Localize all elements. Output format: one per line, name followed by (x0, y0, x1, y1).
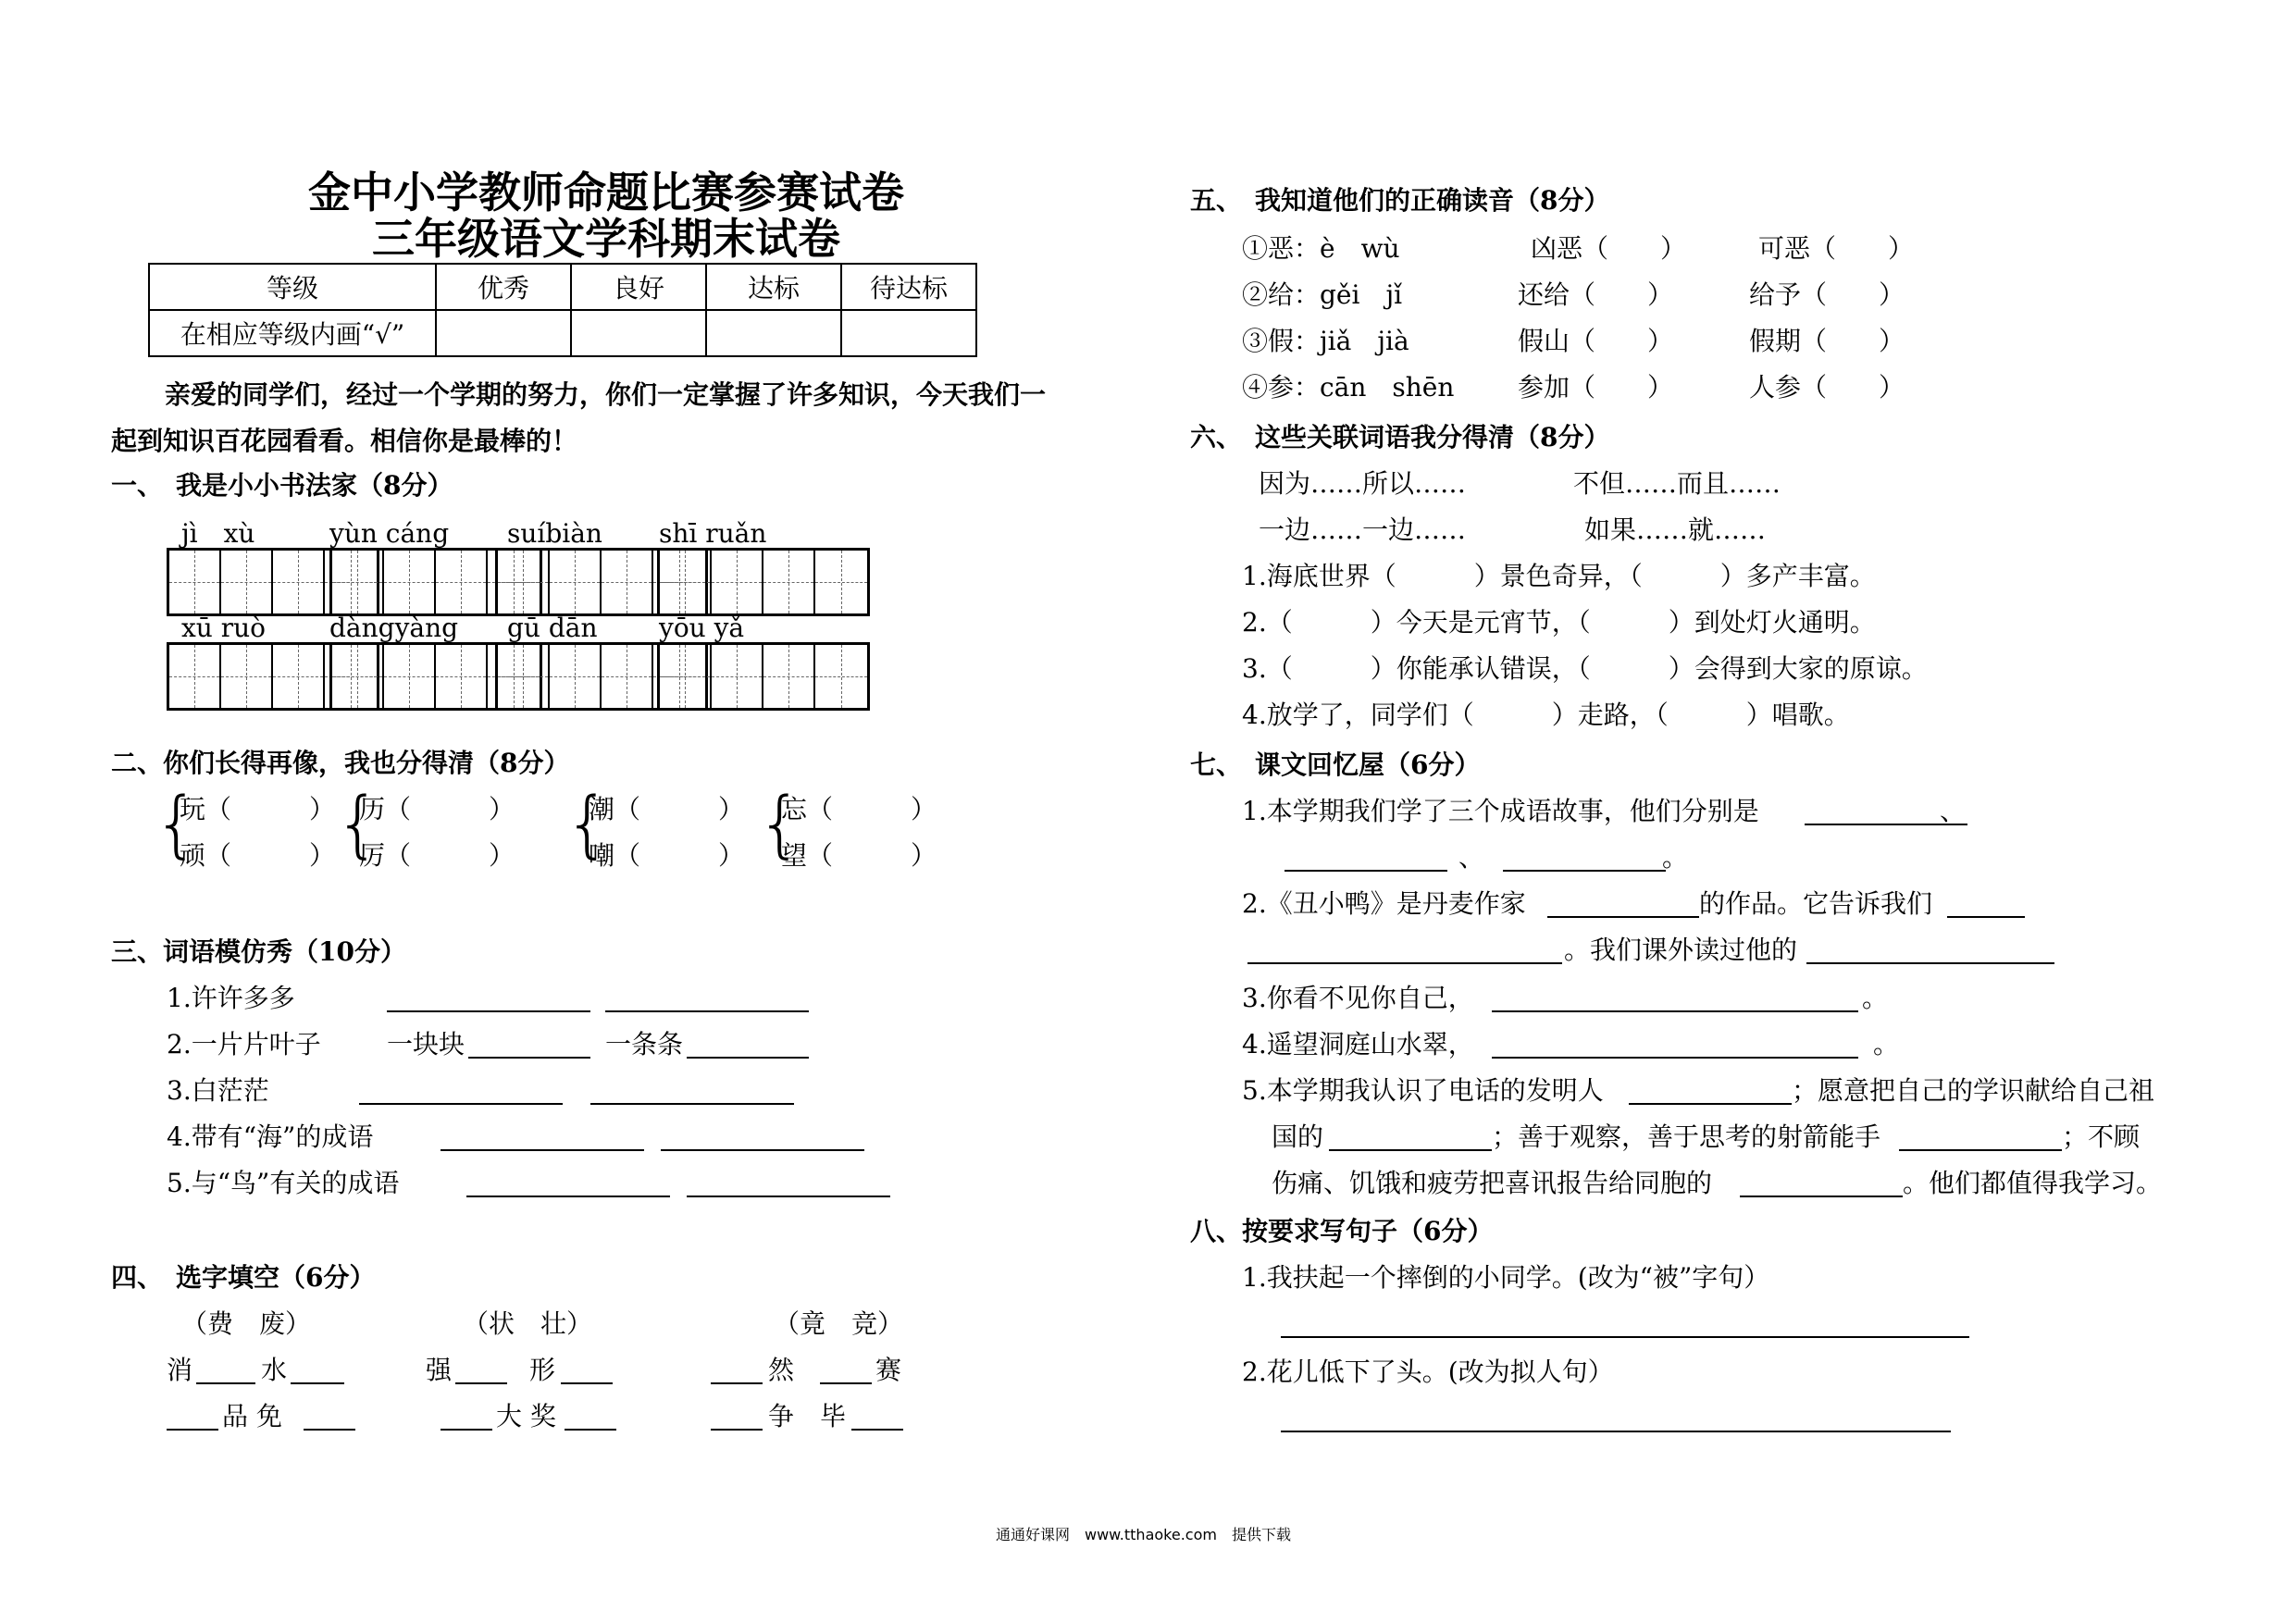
fill-char: 水 (261, 1355, 288, 1385)
s7-q5-text: 国的 (1272, 1121, 1324, 1152)
s3-item-prefix: 一块块 (387, 1029, 465, 1059)
separator: 。 (1873, 1029, 1900, 1059)
answer-blank[interactable] (1899, 1121, 2062, 1151)
grade-cell: 待达标 (841, 264, 976, 310)
conjunction-word: 因为……所以…… (1259, 468, 1467, 499)
grade-cell-label: 在相应等级内画“√” (149, 310, 436, 356)
answer-blank[interactable] (441, 1121, 644, 1151)
exam-title-2: 三年级语文学科期末试卷 (372, 214, 840, 264)
answer-blank[interactable] (1547, 888, 1699, 918)
answer-blank[interactable] (851, 1401, 903, 1431)
answer-blank[interactable] (1740, 1168, 1903, 1197)
section-6-title: 六、 这些关联词语我分得清（8分） (1190, 422, 1610, 452)
s8-q2: 2.花儿低下了头。(改为拟人句） (1242, 1357, 1614, 1387)
conjunction-word: 如果……就…… (1584, 514, 1767, 545)
s7-q5-text: ；不顾 (2062, 1121, 2141, 1152)
char-pair-item: 玩（ ） (180, 794, 336, 824)
pinyin-option: ①恶：è wù (1242, 233, 1400, 264)
fill-char: 赛 (875, 1355, 902, 1385)
s7-q1: 1.本学期我们学了三个成语故事，他们分别是 (1242, 796, 1759, 826)
char-pair-item: 忘（ ） (781, 794, 937, 824)
reading-item: 参加（ ） (1518, 372, 1674, 403)
fill-char: 品 免 (222, 1401, 282, 1431)
separator: 、 (1940, 796, 1967, 826)
conjunction-word: 一边……一边…… (1259, 514, 1467, 545)
answer-blank[interactable] (820, 1355, 872, 1384)
s3-item: 5.与“鸟”有关的成语 (167, 1168, 400, 1198)
s3-item-prefix: 一条条 (605, 1029, 684, 1059)
footer-credit: 通通好课网 www.tthaoke.com 提供下载 (996, 1526, 1291, 1543)
answer-blank[interactable] (441, 1401, 492, 1431)
section-4-title: 四、 选字填空（6分） (111, 1262, 376, 1293)
pinyin-option: ③假：jiǎ jià (1242, 326, 1409, 356)
grade-mark-cell[interactable] (571, 310, 706, 356)
brace-icon: { (335, 783, 381, 866)
answer-line[interactable] (1281, 1403, 1951, 1432)
answer-blank[interactable] (1503, 842, 1666, 872)
fill-char: 形 (529, 1355, 556, 1385)
grade-cell: 优秀 (436, 264, 571, 310)
brace-icon: { (154, 783, 200, 866)
brace-icon: { (757, 783, 803, 866)
answer-blank[interactable] (304, 1401, 355, 1431)
pinyin: gū dān (507, 613, 598, 643)
s6-item: 1.海底世界（ ）景色奇异，（ ）多产丰富。 (1242, 561, 1876, 591)
pinyin: yùn cáng (329, 518, 450, 549)
fill-char: 大 奖 (496, 1401, 556, 1431)
section-5-title: 五、 我知道他们的正确读音（8分） (1190, 185, 1610, 216)
answer-blank[interactable] (661, 1121, 864, 1151)
answer-line[interactable] (1281, 1308, 1969, 1338)
answer-blank[interactable] (1947, 888, 2025, 918)
grade-table (148, 263, 977, 357)
char-pair-item: 嘲（ ） (589, 840, 745, 871)
s7-q5-text: ；愿意把自己的学识献给自己祖 (1792, 1075, 2155, 1106)
grade-table-mark-row (149, 310, 976, 356)
grade-cell: 达标 (706, 264, 841, 310)
separator: 。 (1662, 842, 1689, 873)
answer-blank[interactable] (711, 1355, 763, 1384)
s7-q2-text: 的作品。它告诉我们 (1699, 888, 1933, 919)
s7-q2-text: 。我们课外读过他的 (1564, 935, 1798, 965)
answer-blank[interactable] (387, 983, 590, 1012)
section-7-title: 七、 课文回忆屋（6分） (1190, 750, 1481, 780)
pinyin: shī ruǎn (659, 518, 767, 549)
pinyin: suíbiàn (507, 518, 602, 549)
s7-q5-text: ；善于观察，善于思考的射箭能手 (1492, 1121, 1881, 1152)
s6-item: 4.放学了，同学们（ ）走路，（ ）唱歌。 (1242, 700, 1850, 730)
s7-q3: 3.你看不见你自己， (1242, 983, 1474, 1013)
pinyin-option: ②给：gěi jǐ (1242, 279, 1403, 310)
reading-item: 可恶（ ） (1758, 233, 1915, 264)
pinyin: dàngyàng (329, 613, 459, 643)
section-3-title: 三、词语模仿秀（10分） (111, 936, 406, 967)
char-choice-group: （费 废） (181, 1308, 312, 1339)
grade-mark-cell[interactable] (706, 310, 841, 356)
s6-item: 2.（ ）今天是元宵节，（ ）到处灯火通明。 (1242, 607, 1876, 638)
grade-mark-cell[interactable] (841, 310, 976, 356)
answer-blank[interactable] (1285, 842, 1447, 872)
grade-mark-cell[interactable] (436, 310, 571, 356)
fill-char: 争 毕 (768, 1401, 847, 1431)
s7-q5-text: 5.本学期我认识了电话的发明人 (1242, 1075, 1604, 1106)
section-2-title: 二、你们长得再像，我也分得清（8分） (111, 748, 570, 778)
reading-item: 假山（ ） (1518, 326, 1674, 356)
s8-q1: 1.我扶起一个摔倒的小同学。(改为“被”字句） (1242, 1262, 1770, 1293)
answer-blank[interactable] (565, 1401, 616, 1431)
answer-blank[interactable] (590, 1075, 794, 1105)
section-8-title: 八、按要求写句子（6分） (1190, 1216, 1494, 1246)
pinyin-option: ④参：cān shēn (1242, 372, 1455, 403)
reading-item: 假期（ ） (1749, 326, 1905, 356)
answer-blank[interactable] (468, 1029, 590, 1059)
answer-blank[interactable] (167, 1401, 218, 1431)
s7-q4: 4.遥望洞庭山水翠， (1242, 1029, 1474, 1059)
answer-blank[interactable] (1329, 1121, 1492, 1151)
char-pair-item: 历（ ） (359, 794, 515, 824)
s3-item: 4.带有“海”的成语 (167, 1121, 374, 1152)
char-choice-group: （竟 竞） (774, 1308, 904, 1339)
answer-blank[interactable] (561, 1355, 613, 1384)
char-pair-item: 顽（ ） (180, 840, 336, 871)
brace-icon: { (565, 783, 611, 866)
s3-item: 3.白茫茫 (167, 1075, 269, 1106)
s6-item: 3.（ ）你能承认错误，（ ）会得到大家的原谅。 (1242, 653, 1928, 684)
section-1-title: 一、 我是小小书法家（8分） (111, 470, 453, 501)
fill-char: 消 (167, 1355, 193, 1385)
reading-item: 人参（ ） (1749, 372, 1905, 403)
answer-blank[interactable] (605, 983, 809, 1012)
s7-q5-text: 。他们都值得我学习。 (1903, 1168, 2163, 1198)
separator: 、 (1458, 842, 1485, 873)
grade-cell: 良好 (571, 264, 706, 310)
s7-q2-text: 2.《丑小鸭》是丹麦作家 (1242, 888, 1526, 919)
writing-grid[interactable] (657, 642, 870, 711)
answer-blank[interactable] (1492, 983, 1858, 1012)
fill-char: 强 (426, 1355, 453, 1385)
answer-blank[interactable] (1629, 1075, 1792, 1105)
s7-q5-text: 伤痛、饥饿和疲劳把喜讯报告给同胞的 (1272, 1168, 1713, 1198)
answer-blank[interactable] (1492, 1029, 1858, 1059)
intro-line-2: 起到知识百花园看看。相信你是最棒的！ (111, 426, 578, 456)
grade-table-header-row (149, 264, 976, 310)
pinyin: yōu yǎ (659, 613, 745, 643)
answer-blank[interactable] (455, 1355, 507, 1384)
answer-blank[interactable] (1806, 935, 2054, 964)
reading-item: 还给（ ） (1518, 279, 1674, 310)
char-pair-item: 厉（ ） (359, 840, 515, 871)
answer-blank[interactable] (687, 1168, 890, 1197)
pinyin: xū ruò (181, 613, 266, 643)
answer-blank[interactable] (711, 1401, 763, 1431)
answer-blank[interactable] (687, 1029, 809, 1059)
char-choice-group: （状 壮） (463, 1308, 593, 1339)
answer-blank[interactable] (359, 1075, 563, 1105)
exam-title-1: 金中小学教师命题比赛参赛试卷 (308, 167, 904, 217)
reading-item: 给予（ ） (1749, 279, 1905, 310)
separator: 。 (1862, 983, 1889, 1013)
answer-blank[interactable] (1247, 935, 1562, 964)
grade-cell: 等级 (149, 264, 436, 310)
pinyin: jì xù (181, 518, 255, 549)
s3-item: 1.许许多多 (167, 983, 295, 1013)
answer-blank[interactable] (466, 1168, 670, 1197)
reading-item: 凶恶（ ） (1531, 233, 1687, 264)
answer-blank[interactable] (196, 1355, 255, 1384)
writing-grid[interactable] (657, 548, 870, 616)
answer-blank[interactable] (291, 1355, 344, 1384)
intro-line-1: 亲爱的同学们，经过一个学期的努力，你们一定掌握了许多知识，今天我们一 (165, 379, 1047, 410)
char-pair-item: 望（ ） (781, 840, 937, 871)
fill-char: 然 (768, 1355, 795, 1385)
conjunction-word: 不但……而且…… (1573, 468, 1781, 499)
char-pair-item: 潮（ ） (589, 794, 745, 824)
s3-item: 2.一片片叶子 (167, 1029, 321, 1059)
